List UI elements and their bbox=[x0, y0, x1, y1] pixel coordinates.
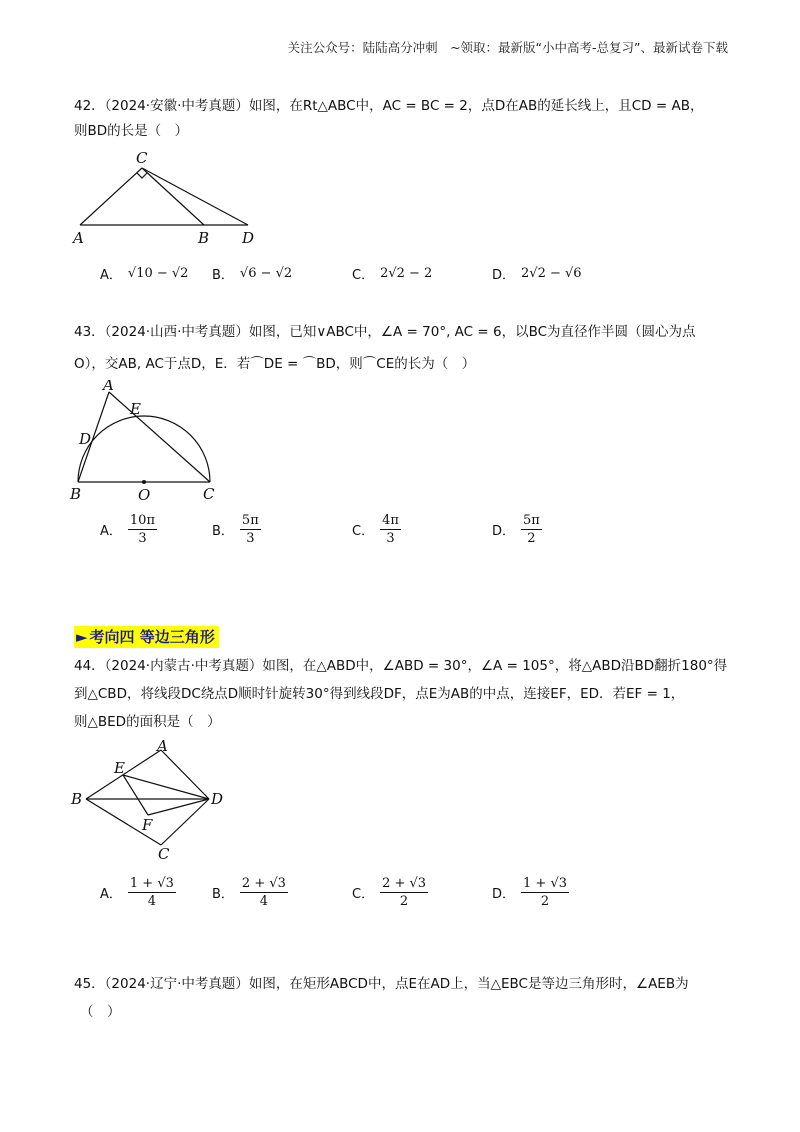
q42-option-c[interactable]: C． 2√2 − 2 bbox=[352, 266, 433, 283]
q43-point-c: C bbox=[203, 485, 215, 502]
q43-text-line2: O），交AB, AC于点D，E．若⌒DE = ⌒BD，则⌒CE的长为（ ） bbox=[74, 356, 476, 372]
q43-option-a[interactable]: A． $\frac{10\pi}{3}$ bbox=[100, 513, 155, 546]
q42-point-b: B bbox=[198, 229, 210, 247]
arrow-marker-icon: ► bbox=[76, 628, 88, 646]
q44-point-b: B bbox=[71, 790, 83, 808]
q43-point-a: A bbox=[103, 380, 114, 394]
q42-right-angle-mark bbox=[137, 173, 147, 178]
q42-option-d[interactable]: D． 2√2 − √6 bbox=[492, 266, 582, 283]
q42-option-b[interactable]: B． √6 − √2 bbox=[212, 266, 293, 283]
q43-figure bbox=[66, 380, 226, 502]
q42-option-a[interactable]: A． √10 − √2 bbox=[100, 266, 189, 283]
q43-text-line1: 43．（2024·山西·中考真题）如图，已知∨ABC中，∠A = 70°, AC = 6，以BC为直径作半圆（圆心为点 bbox=[74, 324, 696, 340]
q43-point-e: E bbox=[130, 400, 141, 418]
q44-figure bbox=[66, 738, 236, 862]
page-header: 关注公众号：陆陆高分冲刺 ~领取：最新版“小中高考-总复习”、最新试卷下载 bbox=[287, 40, 728, 55]
q43-seg-ac bbox=[109, 392, 210, 482]
q42-text-line2: 则BD的长是（ ） bbox=[74, 123, 189, 139]
q42-point-a: A bbox=[73, 229, 84, 247]
q44-text-line3: 则△BED的面积是（ ） bbox=[74, 714, 221, 730]
q44-text-line1: 44．（2024·内蒙古·中考真题）如图，在△ABD中，∠ABD = 30°，∠A = 105°，将△ABD沿BD翻折180°得 bbox=[74, 658, 728, 674]
q44-option-b[interactable]: B． $\frac{2 + √3}{4}$ bbox=[212, 876, 286, 909]
q43-point-d: D bbox=[79, 430, 92, 448]
q44-seg-ad bbox=[161, 750, 209, 799]
q43-option-d[interactable]: D． $\frac{5\pi}{2}$ bbox=[492, 513, 540, 546]
q43-point-o: O bbox=[138, 486, 151, 502]
q43-point-b: B bbox=[70, 485, 82, 502]
q44-option-c[interactable]: C． $\frac{2 + √3}{2}$ bbox=[352, 876, 427, 909]
q44-option-d[interactable]: D． $\frac{1 + √3}{2}$ bbox=[492, 876, 567, 909]
q44-point-a: A bbox=[157, 738, 168, 755]
q43-center-dot bbox=[142, 480, 146, 484]
q45-text-line1: 45．（2024·辽宁·中考真题）如图，在矩形ABCD中，点E在AD上，当△EBC是等边三角形时，∠AEB为 bbox=[74, 976, 689, 992]
q44-point-c: C bbox=[158, 845, 170, 862]
q42-seg-ac bbox=[80, 168, 142, 225]
q45-text-line2: （ ） bbox=[80, 1004, 121, 1020]
q43-option-c[interactable]: C． $\frac{4\pi}{3}$ bbox=[352, 513, 399, 546]
q44-option-a[interactable]: A． $\frac{1 + √3}{4}$ bbox=[100, 876, 174, 909]
section-banner bbox=[74, 626, 219, 648]
q42-point-c: C bbox=[136, 149, 148, 167]
q44-point-d: D bbox=[211, 790, 224, 808]
q44-point-e: E bbox=[114, 759, 125, 777]
q44-point-f: F bbox=[142, 816, 153, 834]
section-title: 考向四 等边三角形 bbox=[89, 628, 215, 646]
q44-text-line2: 到△CBD，将线段DC绕点D顺时针旋转30°得到线段DF，点E为AB的中点，连接EF，ED．若EF = 1， bbox=[74, 686, 685, 702]
q42-text-line1: 42．（2024·安徽·中考真题）如图，在Rt△ABC中，AC = BC = 2，点D在AB的延长线上，且CD = AB， bbox=[74, 98, 704, 114]
q42-figure bbox=[70, 148, 270, 248]
q42-point-d: D bbox=[242, 229, 255, 247]
q43-option-b[interactable]: B． $\frac{5\pi}{3}$ bbox=[212, 513, 259, 546]
